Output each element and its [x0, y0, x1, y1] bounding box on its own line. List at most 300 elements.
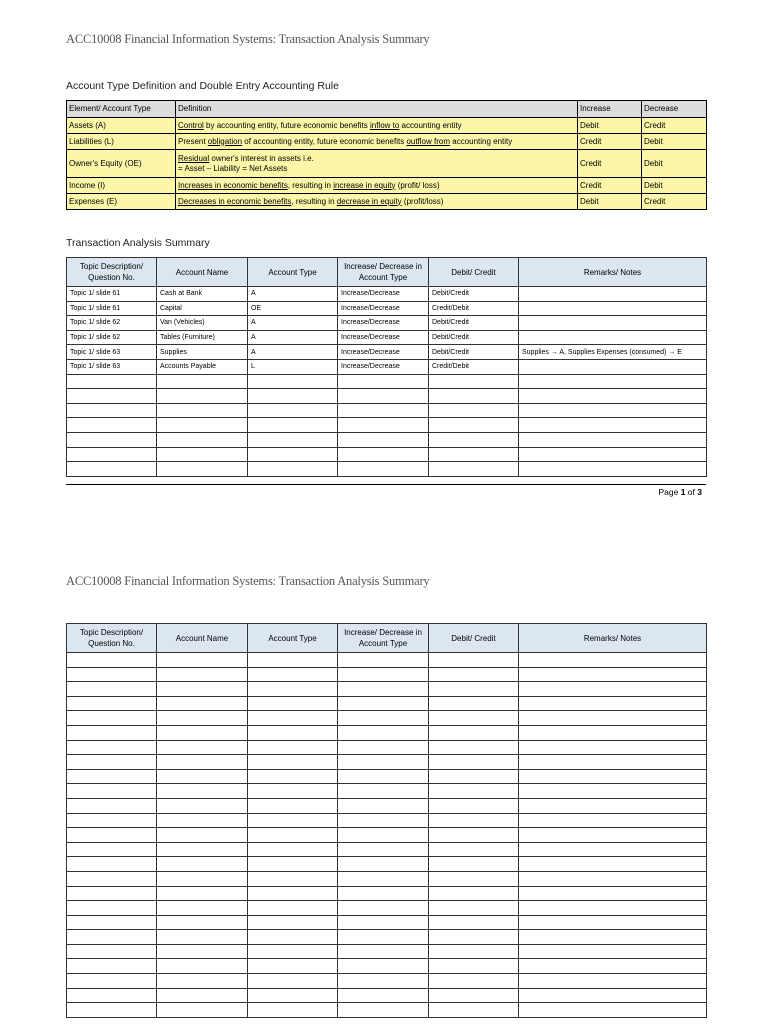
summary-cell — [338, 682, 429, 697]
table-row — [67, 653, 707, 668]
summary-cell — [429, 784, 519, 799]
summary-cell — [519, 696, 707, 711]
summary-cell — [67, 682, 157, 697]
definition-keyword: inflow to — [369, 120, 400, 130]
definition-table — [66, 100, 707, 210]
summary-cell — [67, 374, 157, 389]
summary-cell — [157, 755, 248, 770]
footer-rule — [66, 484, 706, 485]
account-type-cell: Owner's Equity (OE) — [67, 150, 176, 178]
table-row — [67, 828, 707, 843]
definition-segment: , resulting in — [291, 196, 337, 206]
summary-cell — [519, 784, 707, 799]
increase-rule-cell: Debit — [578, 194, 642, 210]
summary-cell — [157, 959, 248, 974]
summary-cell — [338, 462, 429, 477]
summary-cell — [67, 871, 157, 886]
summary-cell — [67, 930, 157, 945]
summary-cell — [338, 740, 429, 755]
summary-cell — [248, 725, 338, 740]
table-row — [67, 447, 707, 462]
summary-cell — [67, 653, 157, 668]
summary-cell — [429, 667, 519, 682]
summary-cell — [519, 432, 707, 447]
summary-cell — [519, 725, 707, 740]
definition-keyword: outflow from — [406, 136, 451, 146]
transaction-summary-table-page2 — [66, 623, 707, 1018]
summary-cell: Credit/Debit — [429, 301, 519, 316]
summary-cell — [157, 1003, 248, 1018]
summary-cell — [157, 667, 248, 682]
summary-cell — [248, 667, 338, 682]
increase-rule-cell: Debit — [578, 118, 642, 134]
summary-cell — [67, 403, 157, 418]
summary-cell — [338, 813, 429, 828]
summary-header-cell: Topic Description/ Question No. — [67, 624, 157, 653]
table-row — [67, 711, 707, 726]
summary-cell — [248, 974, 338, 989]
summary-cell — [338, 755, 429, 770]
summary-cell — [67, 842, 157, 857]
summary-header-cell: Debit/ Credit — [429, 258, 519, 287]
summary-cell — [519, 653, 707, 668]
summary-cell — [67, 784, 157, 799]
summary-cell — [67, 901, 157, 916]
summary-cell — [519, 667, 707, 682]
summary-cell — [248, 901, 338, 916]
summary-cell — [67, 886, 157, 901]
summary-header-cell: Increase/ Decrease in Account Type — [338, 624, 429, 653]
summary-cell — [157, 769, 248, 784]
summary-cell — [338, 959, 429, 974]
table-row — [67, 345, 707, 360]
summary-header-cell: Topic Description/ Question No. — [67, 258, 157, 287]
page1-header: ACC10008 Financial Information Systems: Transaction Analysis Summary — [66, 32, 430, 46]
table-row — [67, 682, 707, 697]
summary-cell — [429, 988, 519, 1003]
summary-cell: Increase/Decrease — [338, 316, 429, 331]
definition-keyword: Residual — [178, 153, 210, 163]
page-number: Page 1 of 3 — [658, 487, 702, 497]
summary-cell — [519, 828, 707, 843]
table-row — [67, 330, 707, 345]
summary-cell: Topic 1/ slide 63 — [67, 359, 157, 374]
summary-cell — [67, 432, 157, 447]
summary-cell: A — [248, 330, 338, 345]
page2-header: ACC10008 Financial Information Systems: Transaction Analysis Summary — [66, 574, 430, 588]
summary-cell — [157, 784, 248, 799]
summary-cell — [67, 988, 157, 1003]
table-row — [67, 988, 707, 1003]
summary-cell: Increase/Decrease — [338, 287, 429, 302]
summary-cell — [248, 653, 338, 668]
summary-cell — [338, 696, 429, 711]
summary-cell — [157, 828, 248, 843]
summary-cell — [157, 725, 248, 740]
summary-cell — [67, 769, 157, 784]
summary-cell — [67, 462, 157, 477]
summary-cell — [519, 769, 707, 784]
summary-cell — [67, 813, 157, 828]
summary-cell — [519, 711, 707, 726]
summary-cell — [519, 974, 707, 989]
summary-cell — [338, 447, 429, 462]
summary-cell: OE — [248, 301, 338, 316]
definition-keyword: Decreases in economic benefits — [178, 196, 292, 206]
account-type-cell: Assets (A) — [67, 118, 176, 134]
summary-cell — [157, 403, 248, 418]
table-row — [67, 374, 707, 389]
summary-cell — [429, 418, 519, 433]
summary-cell — [338, 944, 429, 959]
summary-cell — [338, 842, 429, 857]
definition-cell — [176, 150, 578, 178]
summary-cell — [157, 696, 248, 711]
summary-cell: Debit/Credit — [429, 316, 519, 331]
table-row — [67, 857, 707, 872]
definition-text — [178, 121, 575, 131]
summary-cell — [67, 828, 157, 843]
summary-cell — [157, 740, 248, 755]
summary-cell — [67, 667, 157, 682]
summary-cell: A — [248, 287, 338, 302]
summary-cell — [338, 871, 429, 886]
summary-cell: Van (Vehicles) — [157, 316, 248, 331]
summary-cell — [248, 857, 338, 872]
summary-cell — [429, 901, 519, 916]
summary-cell — [429, 886, 519, 901]
summary-cell — [429, 432, 519, 447]
summary-cell — [248, 915, 338, 930]
summary-cell — [67, 798, 157, 813]
summary-cell — [429, 974, 519, 989]
definition-segment: Present — [178, 136, 208, 146]
table-row — [67, 301, 707, 316]
summary-cell — [67, 711, 157, 726]
summary-cell — [429, 798, 519, 813]
summary-cell — [338, 725, 429, 740]
summary-cell — [248, 462, 338, 477]
summary-cell: L — [248, 359, 338, 374]
summary-cell — [67, 944, 157, 959]
summary-cell — [338, 828, 429, 843]
table-row — [67, 769, 707, 784]
summary-cell — [519, 1003, 707, 1018]
summary-cell — [67, 389, 157, 404]
summary-cell — [67, 857, 157, 872]
summary-cell — [338, 915, 429, 930]
definition-row — [67, 118, 707, 134]
summary-cell — [157, 447, 248, 462]
summary-cell — [248, 711, 338, 726]
definition-keyword: Increases in economic benefits — [178, 180, 288, 190]
summary-cell — [519, 418, 707, 433]
definition-segment: , resulting in — [287, 180, 334, 190]
summary-cell — [248, 784, 338, 799]
summary-cell — [429, 447, 519, 462]
summary-cell — [248, 389, 338, 404]
summary-cell — [67, 974, 157, 989]
decrease-rule-cell: Debit — [642, 178, 707, 194]
summary-cell — [338, 403, 429, 418]
summary-cell — [338, 974, 429, 989]
decrease-rule-cell: Debit — [642, 134, 707, 150]
account-type-cell: Expenses (E) — [67, 194, 176, 210]
summary-cell — [67, 755, 157, 770]
summary-cell: Capital — [157, 301, 248, 316]
table-row — [67, 740, 707, 755]
summary-cell — [248, 769, 338, 784]
summary-cell — [248, 418, 338, 433]
summary-cell — [338, 432, 429, 447]
summary-cell — [519, 301, 707, 316]
summary-cell: Topic 1/ slide 63 — [67, 345, 157, 360]
definition-segment: accounting entity — [450, 136, 513, 146]
summary-cell — [519, 959, 707, 974]
summary-cell — [157, 418, 248, 433]
definition-segment: (profit/ loss) — [395, 180, 440, 190]
summary-cell — [338, 653, 429, 668]
summary-cell: Tables (Furniture) — [157, 330, 248, 345]
summary-cell — [429, 842, 519, 857]
summary-cell — [519, 988, 707, 1003]
summary-cell — [338, 374, 429, 389]
table-row — [67, 930, 707, 945]
definition-text — [178, 154, 575, 164]
summary-cell — [429, 740, 519, 755]
definition-keyword: increase in equity — [333, 180, 396, 190]
summary-cell — [429, 653, 519, 668]
summary-cell — [338, 886, 429, 901]
summary-cell: A — [248, 345, 338, 360]
summary-cell: Debit/Credit — [429, 287, 519, 302]
summary-header-cell: Debit/ Credit — [429, 624, 519, 653]
summary-cell — [429, 769, 519, 784]
definition-row — [67, 150, 707, 178]
summary-cell — [67, 725, 157, 740]
summary-cell — [157, 842, 248, 857]
summary-cell — [67, 959, 157, 974]
definition-row — [67, 134, 707, 150]
summary-cell — [248, 432, 338, 447]
summary-cell — [338, 798, 429, 813]
table-row — [67, 886, 707, 901]
summary-cell — [429, 915, 519, 930]
summary-header-cell: Account Type — [248, 258, 338, 287]
summary-cell — [248, 959, 338, 974]
summary-cell — [157, 682, 248, 697]
summary-cell — [248, 930, 338, 945]
summary-cell — [519, 798, 707, 813]
summary-cell — [157, 798, 248, 813]
summary-cell — [429, 930, 519, 945]
summary-cell — [338, 988, 429, 1003]
increase-rule-cell: Credit — [578, 134, 642, 150]
definition-segment: of accounting entity, future economic benefits — [242, 136, 407, 146]
definition-text — [178, 197, 575, 207]
table-row — [67, 287, 707, 302]
definition-table-title: Account Type Definition and Double Entry Accounting Rule — [66, 80, 339, 92]
summary-cell — [519, 359, 707, 374]
definition-cell — [176, 178, 578, 194]
table-row — [67, 959, 707, 974]
summary-cell — [157, 462, 248, 477]
summary-cell — [338, 389, 429, 404]
summary-cell: Increase/Decrease — [338, 330, 429, 345]
table-row — [67, 755, 707, 770]
summary-cell — [429, 1003, 519, 1018]
table-row — [67, 316, 707, 331]
definition-segment: (profit/loss) — [401, 196, 444, 206]
definition-keyword: obligation — [207, 136, 243, 146]
summary-cell — [67, 915, 157, 930]
summary-cell — [248, 828, 338, 843]
summary-cell — [338, 784, 429, 799]
summary-cell — [248, 871, 338, 886]
summary-cell — [429, 944, 519, 959]
transaction-summary-table — [66, 257, 707, 477]
summary-cell — [519, 740, 707, 755]
summary-cell — [338, 901, 429, 916]
table-row — [67, 667, 707, 682]
summary-cell — [157, 432, 248, 447]
summary-cell: Topic 1/ slide 62 — [67, 330, 157, 345]
table-row — [67, 784, 707, 799]
definition-header-cell: Definition — [176, 101, 578, 118]
summary-cell — [519, 930, 707, 945]
summary-cell — [429, 682, 519, 697]
summary-header-cell: Remarks/ Notes — [519, 624, 707, 653]
summary-cell — [248, 988, 338, 1003]
summary-cell — [248, 944, 338, 959]
summary-cell — [157, 988, 248, 1003]
summary-cell — [248, 403, 338, 418]
table-row — [67, 696, 707, 711]
summary-cell — [157, 974, 248, 989]
summary-cell — [338, 667, 429, 682]
summary-cell — [429, 813, 519, 828]
summary-cell — [519, 857, 707, 872]
summary-cell — [519, 944, 707, 959]
definition-cell — [176, 118, 578, 134]
summary-cell — [429, 374, 519, 389]
summary-cell — [67, 447, 157, 462]
transaction-summary-title: Transaction Analysis Summary — [66, 237, 210, 249]
summary-cell — [248, 1003, 338, 1018]
summary-cell: Debit/Credit — [429, 345, 519, 360]
summary-cell — [429, 959, 519, 974]
definition-header-cell: Decrease — [642, 101, 707, 118]
summary-cell: Supplies → A, Supplies Expenses (consumed) → E — [519, 345, 707, 360]
summary-cell: Debit/Credit — [429, 330, 519, 345]
increase-rule-cell: Credit — [578, 150, 642, 178]
summary-cell: Cash at Bank — [157, 287, 248, 302]
definition-header-cell: Element/ Account Type — [67, 101, 176, 118]
increase-rule-cell: Credit — [578, 178, 642, 194]
summary-cell — [519, 287, 707, 302]
summary-cell — [429, 389, 519, 404]
definition-row — [67, 194, 707, 210]
summary-header-cell: Account Name — [157, 624, 248, 653]
definition-cell — [176, 194, 578, 210]
summary-cell — [338, 857, 429, 872]
definition-text — [178, 181, 575, 191]
summary-cell — [429, 711, 519, 726]
summary-cell — [157, 653, 248, 668]
account-type-cell: Liabilities (L) — [67, 134, 176, 150]
summary-cell — [519, 374, 707, 389]
summary-cell: Topic 1/ slide 61 — [67, 301, 157, 316]
definition-row — [67, 178, 707, 194]
table-row — [67, 725, 707, 740]
summary-cell — [157, 930, 248, 945]
table-row — [67, 462, 707, 477]
summary-cell — [248, 682, 338, 697]
summary-cell: Increase/Decrease — [338, 359, 429, 374]
summary-cell — [519, 403, 707, 418]
summary-cell — [157, 915, 248, 930]
summary-cell — [519, 755, 707, 770]
summary-cell — [519, 871, 707, 886]
definition-cell — [176, 134, 578, 150]
summary-cell — [248, 813, 338, 828]
summary-cell — [519, 447, 707, 462]
summary-cell — [67, 418, 157, 433]
definition-keyword: Control — [178, 120, 204, 130]
summary-cell — [157, 901, 248, 916]
summary-header-cell: Account Type — [248, 624, 338, 653]
summary-cell — [429, 828, 519, 843]
summary-cell — [248, 374, 338, 389]
summary-cell: Accounts Payable — [157, 359, 248, 374]
summary-cell — [429, 857, 519, 872]
summary-cell — [519, 389, 707, 404]
decrease-rule-cell: Credit — [642, 194, 707, 210]
table-row — [67, 403, 707, 418]
summary-header-cell: Increase/ Decrease in Account Type — [338, 258, 429, 287]
summary-cell — [338, 1003, 429, 1018]
table-row — [67, 813, 707, 828]
summary-cell — [519, 330, 707, 345]
summary-cell — [248, 755, 338, 770]
table-row — [67, 842, 707, 857]
definition-segment: owner's interest in assets i.e. — [209, 153, 314, 163]
table-row — [67, 418, 707, 433]
summary-cell — [157, 886, 248, 901]
table-row — [67, 901, 707, 916]
account-type-cell: Income (I) — [67, 178, 176, 194]
summary-cell: Increase/Decrease — [338, 301, 429, 316]
summary-cell: Supplies — [157, 345, 248, 360]
summary-cell: Topic 1/ slide 62 — [67, 316, 157, 331]
definition-segment: accounting entity — [399, 120, 462, 130]
summary-cell — [519, 316, 707, 331]
summary-cell — [519, 886, 707, 901]
decrease-rule-cell: Credit — [642, 118, 707, 134]
summary-cell — [248, 696, 338, 711]
summary-cell — [338, 930, 429, 945]
table-row — [67, 871, 707, 886]
definition-segment: by accounting entity, future economic benefits — [203, 120, 370, 130]
summary-cell — [248, 842, 338, 857]
table-row — [67, 915, 707, 930]
summary-header-cell: Remarks/ Notes — [519, 258, 707, 287]
definition-header-cell: Increase — [578, 101, 642, 118]
summary-cell — [519, 462, 707, 477]
summary-cell: Increase/Decrease — [338, 345, 429, 360]
table-row — [67, 798, 707, 813]
table-row — [67, 1003, 707, 1018]
